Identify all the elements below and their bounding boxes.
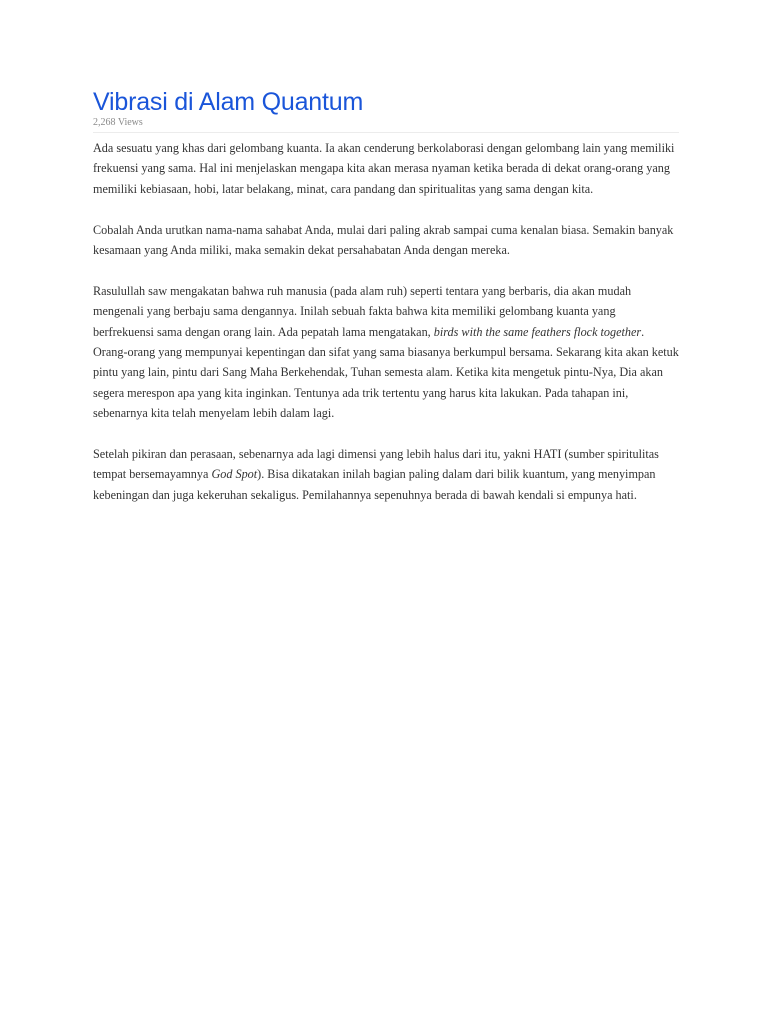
document-page <box>93 87 679 526</box>
article-body <box>93 138 679 505</box>
paragraph-3-quote: birds with the same feathers flock together <box>433 324 642 339</box>
paragraph-2: Cobalah Anda urutkan nama-nama sahabat Anda, mulai dari paling akrab sampai cuma kenalan biasa. Semakin banyak kesamaan yang Anda miliki, maka semakin dekat persahabatan Anda dengan mereka. <box>93 222 674 258</box>
paragraph-3 <box>93 281 679 424</box>
paragraph-3-text-a: Rasulullah saw mengakatan bahwa ruh manusia (pada alam ruh) seperti tentara yang berbaris, dia akan mudah mengenali yang berbaju sama dengannya. Inilah sebuah fakta bahwa kita memiliki gelombang kuanta yang berfrekuensi sama dengan orang lain. Ada pepatah lama mengatakan, <box>93 283 632 339</box>
paragraph-4-term: God Spot <box>211 467 258 482</box>
paragraph-3-text-b: . Orang-orang yang mempunyai kepentingan dan sifat yang sama biasanya berkumpul bersama. Sekarang kita akan ketuk pintu yang lain, pintu dari Sang Maha Berkehendak, Tuhan semesta alam. Ketika kita mengetuk pintu-Nya, Dia akan segera merespon apa yang kita inginkan. Tentunya ada trik tertentu yang harus kita lakukan. Pada tahapan ini, sebenarnya kita telah menyelam lebih dalam lagi. <box>93 324 679 421</box>
view-count: 2,268 Views <box>93 117 143 128</box>
page-title: Vibrasi di Alam Quantum <box>93 88 364 116</box>
paragraph-1: Ada sesuatu yang khas dari gelombang kuanta. Ia akan cenderung berkolaborasi dengan gelombang lain yang memiliki frekuensi yang sama. Hal ini menjelaskan mengapa kita akan merasa nyaman ketika berada di dekat orang-orang yang memiliki kebiasaan, hobi, latar belakang, minat, cara pandang dan spiritualitas yang sama dengan kita. <box>93 141 675 196</box>
paragraph-4 <box>93 444 679 505</box>
title-divider <box>93 132 679 133</box>
paragraph-4-text-b: ). Bisa dikatakan inilah bagian paling dalam dari bilik kuantum, yang menyimpan kebeningan dan juga kekeruhan sekaligus. Pemilahannya sepenuhnya berada di bawah kendali si empunya hati. <box>93 467 656 502</box>
paragraph-4-text-a: Setelah pikiran dan perasaan, sebenarnya ada lagi dimensi yang lebih halus dari itu, yakni HATI (sumber spiritulitas tempat bersemayamnya <box>93 447 659 482</box>
